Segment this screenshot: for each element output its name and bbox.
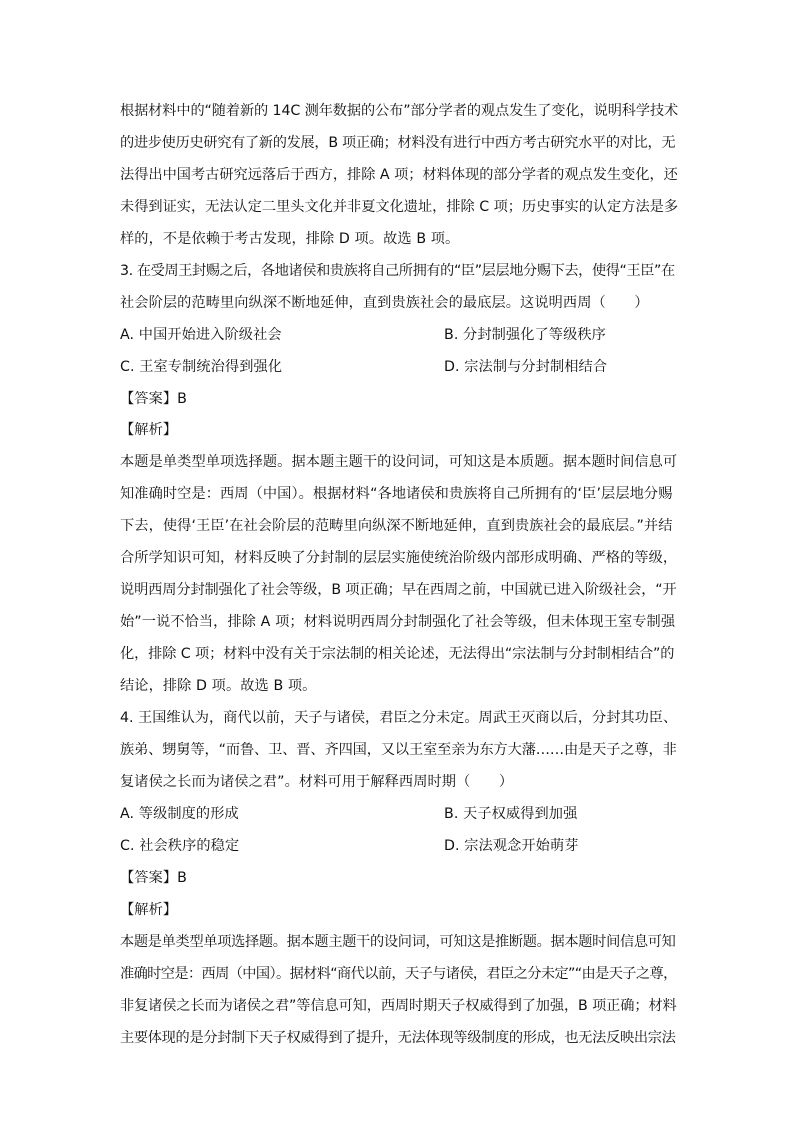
option-a: A. 等级制度的形成 — [120, 806, 239, 822]
explanation-line: 法得出中国考古研究远落后于西方，排除 A 项；材料体现的部分学者的观点发生变化，还 — [120, 167, 678, 183]
analysis-line: 主要体现的是分封制下天子权威得到了提升，无法体现等级制度的形成，也无法反映出宗法 — [120, 1030, 676, 1046]
option-b: B. 天子权威得到加强 — [444, 806, 578, 822]
analysis-line: 知准确时空是：西周（中国）。根据材料“各地诸侯和贵族将自己所拥有的‘臣’层层地分赐 — [120, 486, 673, 502]
option-d: D. 宗法制与分封制相结合 — [444, 359, 608, 375]
question-stem-line: 社会阶层的范畴里向纵深不断地延伸，直到贵族社会的最底层。这说明西周（ ） — [120, 295, 649, 311]
option-c: C. 王室专制统治得到强化 — [120, 359, 283, 375]
option-c: C. 社会秩序的稳定 — [120, 838, 240, 854]
explanation-line: 根据材料中的“随着新的 14C 测年数据的公布”部分学者的观点发生了变化，说明科学技术 — [120, 103, 679, 119]
question-stem-line: 族弟、甥舅等，“而鲁、卫、晋、齐四国，又以王室至亲为东方大藩……由是天子之尊，非 — [120, 742, 677, 758]
option-b: B. 分封制强化了等级秩序 — [444, 327, 606, 343]
question-stem-line: 3. 在受周王封赐之后，各地诸侯和贵族将自己所拥有的“臣”层层地分赐下去，使得“王臣”在 — [120, 263, 675, 279]
option-a: A. 中国开始进入阶级社会 — [120, 327, 282, 343]
explanation-line: 未得到证实，无法认定二里头文化并非夏文化遗址，排除 C 项；历史事实的认定方法是多 — [120, 199, 679, 215]
explanation-line: 样的，不是依赖于考古发现，排除 D 项。故选 B 项。 — [120, 231, 460, 247]
analysis-label: 【解析】 — [120, 902, 178, 918]
answer-line: 【答案】B — [120, 870, 187, 886]
analysis-line: 合所学知识可知，材料反映了分封制的层层实施使统治阶级内部形成明确、严格的等级， — [120, 550, 678, 566]
analysis-line: 下去，使得‘王臣’在社会阶层的范畴里向纵深不断地延伸，直到贵族社会的最底层。”并结 — [120, 518, 673, 534]
analysis-line: 始”一说不恰当，排除 A 项；材料说明西周分封制强化了社会等级，但未体现王室专制强 — [120, 614, 676, 630]
option-d: D. 宗法观念开始萌芽 — [444, 838, 579, 854]
question-stem-line: 4. 王国维认为，商代以前，天子与诸侯，君臣之分未定。周武王灭商以后，分封其功臣、 — [120, 710, 678, 726]
analysis-line: 本题是单类型单项选择题。据本题主题干的设问词，可知这是推断题。据本题时间信息可知 — [120, 934, 676, 950]
analysis-line: 本题是单类型单项选择题。据本题主题干的设问词，可知这是本质题。据本题时间信息可 — [120, 454, 678, 470]
analysis-line: 化，排除 C 项；材料中没有关于宗法制的相关论述，无法得出“宗法制与分封制相结合”的 — [120, 646, 675, 662]
analysis-line: 说明西周分封制强化了社会等级，B 项正确；早在西周之前，中国就已进入阶级社会，“开 — [120, 582, 677, 598]
analysis-line: 非复诸侯之长而为诸侯之君”等信息可知，西周时期天子权威得到了加强，B 项正确；材料 — [120, 998, 677, 1014]
answer-line: 【答案】B — [120, 391, 187, 407]
analysis-line: 准确时空是：西周（中国）。据材料“商代以前，天子与诸侯，君臣之分未定”“由是天子之尊， — [120, 966, 677, 982]
question-stem-line: 复诸侯之长而为诸侯之君”。材料可用于解释西周时期（ ） — [120, 774, 514, 790]
analysis-label: 【解析】 — [120, 422, 178, 438]
explanation-line: 的进步使历史研究有了新的发展，B 项正确；材料没有进行中西方考古研究水平的对比，无 — [120, 135, 676, 151]
analysis-line: 结论，排除 D 项。故选 B 项。 — [120, 678, 317, 694]
